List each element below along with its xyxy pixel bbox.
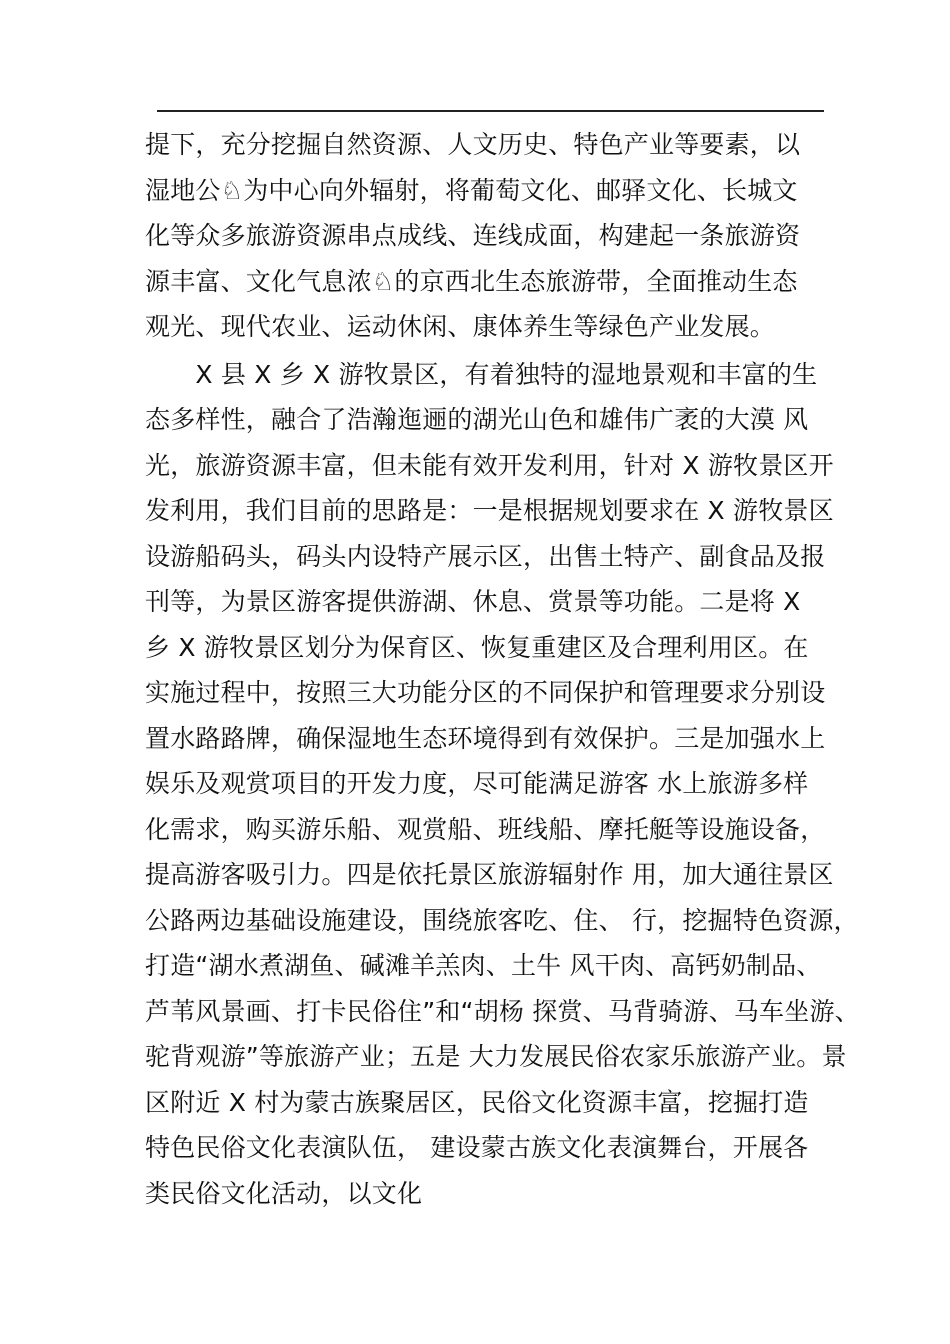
text-line: 提高游客吸引力。四是依托景区旅游辐射作 用，加大通往景区 <box>145 860 834 889</box>
text-line: 实施过程中，按照三大功能分区的不同保护和管理要求分别设 <box>145 678 826 707</box>
text-line: 化需求，购买游乐船、观赏船、班线船、摩托艇等设施设备， <box>145 814 826 844</box>
text-line: 发利用，我们目前的思路是：一是根据规划要求在 X 游牧景区 <box>145 496 834 525</box>
text-line: 置水路路牌，确保湿地生态环境得到有效保护。三是加强水上 <box>145 723 826 753</box>
paragraph-1 <box>145 122 850 350</box>
text-line: 类民俗文化活动，以文化 <box>145 1178 423 1208</box>
text-line: 芦苇风景画、打卡民俗住”和“胡杨 探赏、马背骑游、马车坐游、 <box>145 996 860 1026</box>
paragraph-2 <box>145 352 860 1217</box>
text-line: 驼背观游”等旅游产业；五是 大力发展民俗农家乐旅游产业。景 <box>145 1042 847 1071</box>
text-line: 特色民俗文化表演队伍， 建设蒙古族文化表演舞台，开展各 <box>145 1133 809 1162</box>
text-line: 刊等，为景区游客提供游湖、休息、赏景等功能。二是将 X <box>145 587 801 616</box>
text-line: 光，旅游资源丰富，但未能有效开发利用，针对 X 游牧景区开 <box>145 450 834 480</box>
text-line: 设游船码头，码头内设特产展示区，出售土特产、副食品及报 <box>145 541 826 571</box>
text-line: 态多样性，融合了浩瀚迤逦的湖光山色和雄伟广袤的大漠 风 <box>145 405 809 434</box>
text-line: 区附近 X 村为蒙古族聚居区，民俗文化资源丰富，挖掘打造 <box>145 1087 809 1117</box>
text-line: 打造“湖水煮湖鱼、碱滩羊羔肉、土牛 风干肉、高钙奶制品、 <box>145 951 822 980</box>
text-line: X 县 X 乡 X 游牧景区，有着独特的湿地景观和丰富的生 <box>145 359 818 389</box>
header-rule <box>157 110 824 112</box>
text-line: 乡 X 游牧景区划分为保育区、恢复重建区及合理利用区。在 <box>145 632 809 662</box>
text-line: 娱乐及观赏项目的开发力度，尽可能满足游客 水上旅游多样 <box>145 769 809 798</box>
text-line: 化等众多旅游资源串点成线、连线成面，构建起一条旅游资 <box>145 221 801 250</box>
body-text <box>145 122 860 1216</box>
text-line: 公路两边基础设施建设，围绕旅客吃、住、 行，挖掘特色资源， <box>145 905 859 935</box>
text-line: 观光、现代农业、运动休闲、康体养生等绿色产业发展。 <box>145 312 776 341</box>
text-line: 湿地公♘为中心向外辐射，将葡萄文化、邮驿文化、长城文 <box>145 175 798 205</box>
text-line: 源丰富、文化气息浓♘的京西北生态旅游带，全面推动生态 <box>145 266 798 296</box>
text-line: 提下，充分挖掘自然资源、人文历史、特色产业等要素，以 <box>145 130 801 159</box>
